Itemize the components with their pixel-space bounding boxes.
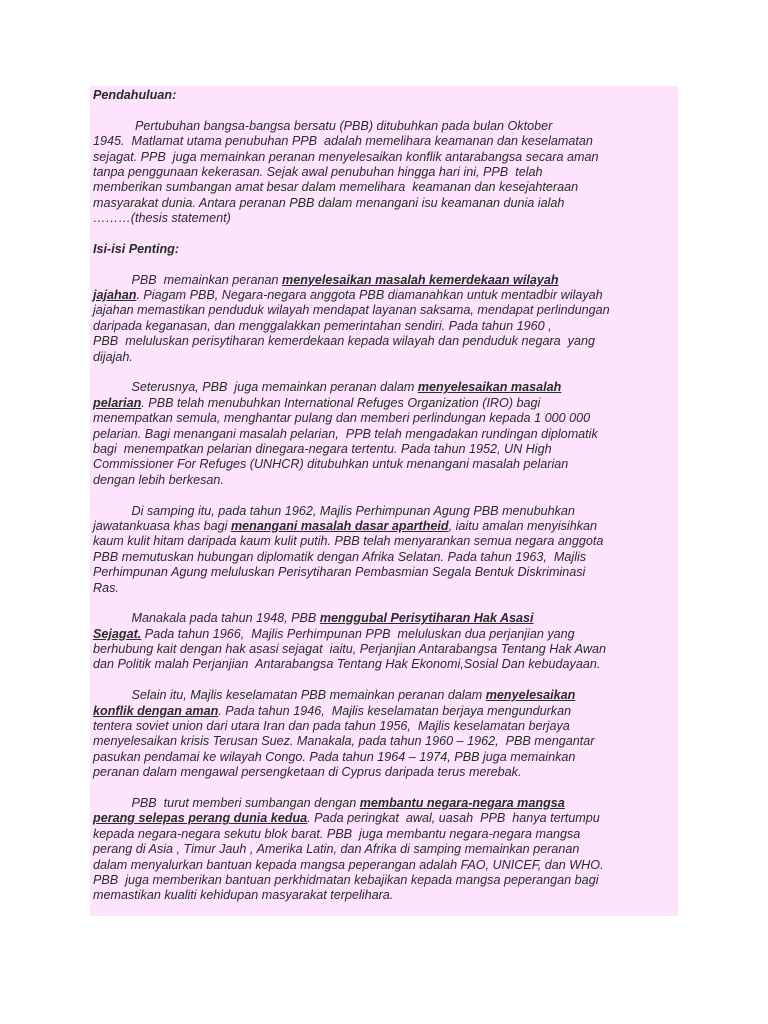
text-segment: menyelesaikan krisis Terusan Suez. Manakala, pada tahun 1960 – 1962, PBB mengantar	[93, 734, 595, 749]
text-segment: dan Politik malah Perjanjian Antarabangsa Tentang Hak Ekonomi,Sosial Dan kebudayaan.	[93, 657, 601, 672]
key-point-highlight: perang selepas perang dunia kedua	[93, 811, 308, 826]
text-segment: Perhimpunan Agung meluluskan Perisytiharan Pembasmian Segala Bentuk Diskriminasi	[93, 565, 586, 580]
text-segment: daripada keganasan, dan menggalakkan pemerintahan sendiri. Pada tahun 1960 ,	[93, 318, 552, 333]
text-segment: kepada negara-negara sekutu blok barat. PBB juga membantu negara-negara mangsa	[93, 826, 581, 841]
text-line	[93, 565, 675, 580]
text-line	[93, 473, 675, 488]
text-segment: . Piagam PBB, Negara-negara anggota PBB diamanahkan untuk mentadbir wilayah	[136, 288, 603, 303]
text-line	[93, 642, 675, 657]
text-segment: . PBB telah menubuhkan International Refuges Organization (IRO) bagi	[141, 395, 541, 410]
text-segment: Pada tahun 1966, Majlis Perhimpunan PPB meluluskan dua perjanjian yang	[141, 626, 575, 641]
text-line	[93, 119, 675, 134]
section-heading: Isi-isi Penting:	[93, 241, 180, 256]
text-line	[93, 211, 675, 226]
text-line	[93, 611, 675, 626]
paragraph	[93, 796, 675, 904]
text-segment: PBB memutuskan hubungan diplomatik dengan Afrika Selatan. Pada tahun 1963, Majlis	[93, 549, 587, 564]
text-segment: pasukan pendamai ke wilayah Congo. Pada tahun 1964 – 1974, PBB juga memainkan	[93, 749, 576, 764]
paragraph	[93, 273, 675, 365]
text-segment: bagi menempatkan pelarian dinegara-negara tertentu. Pada tahun 1952, UN High	[93, 441, 552, 456]
text-segment: tentera soviet union dari utara Iran dan pada tahun 1956, Majlis keselamatan berjaya	[93, 719, 570, 734]
text-line	[93, 273, 675, 288]
text-line	[93, 688, 675, 703]
paragraph	[93, 380, 675, 488]
text-segment: masyarakat dunia. Antara peranan PBB dalam menangani isu keamanan dunia ialah	[93, 195, 565, 210]
text-line	[93, 704, 675, 719]
key-point-highlight: menggubal Perisytiharan Hak Asasi	[319, 611, 534, 626]
text-segment: PBB turut memberi sumbangan dengan	[93, 795, 360, 810]
document-content	[93, 88, 675, 904]
text-segment: dijajah.	[93, 349, 133, 364]
text-line	[93, 827, 675, 842]
key-point-highlight: menyelesaikan masalah kemerdekaan wilayah	[282, 272, 559, 287]
text-line	[93, 873, 675, 888]
text-segment: jajahan memastikan penduduk wilayah mendapat layanan saksama, mendapat perlindungan	[93, 303, 610, 318]
text-segment: Manakala pada tahun 1948, PBB	[93, 611, 320, 626]
text-segment: ………(thesis statement)	[93, 211, 231, 226]
text-line	[93, 627, 675, 642]
text-segment: . Pada peringkat awal, uasah PPB hanya tertumpu	[307, 811, 600, 826]
text-segment: peranan dalam mengawal persengketaan di Cyprus daripada terus merebak.	[93, 765, 522, 780]
text-line	[93, 811, 675, 826]
text-line	[93, 858, 675, 873]
text-line	[93, 765, 675, 780]
key-point-highlight: membantu negara-negara mangsa	[359, 795, 565, 810]
text-line	[93, 719, 675, 734]
paragraph	[93, 504, 675, 596]
text-line	[93, 581, 675, 596]
text-segment: Di samping itu, pada tahun 1962, Majlis Perhimpunan Agung PBB menubuhkan	[93, 503, 575, 518]
text-segment: memberikan sumbangan amat besar dalam memelihara keamanan dan kesejahteraan	[93, 180, 579, 195]
text-line	[93, 196, 675, 211]
text-line	[93, 442, 675, 457]
document-page	[90, 86, 678, 916]
text-segment: tanpa penggunaan kekerasan. Sejak awal penubuhan hingga hari ini, PPB telah	[93, 164, 543, 179]
key-point-highlight: menyelesaikan	[485, 688, 576, 703]
text-line	[93, 396, 675, 411]
text-line	[93, 457, 675, 472]
text-segment: dengan lebih berkesan.	[93, 472, 224, 487]
paragraph	[93, 611, 675, 673]
text-segment: pelarian. Bagi menangani masalah pelarian, PPB telah mengadakan rundingan diplomatik	[93, 426, 598, 441]
text-line	[93, 134, 675, 149]
section-heading: Pendahuluan:	[93, 88, 177, 102]
text-line	[93, 842, 675, 857]
text-line	[93, 150, 675, 165]
text-line	[93, 519, 675, 534]
text-segment: memastikan kualiti kehidupan masyarakat terpelihara.	[93, 888, 394, 903]
text-line	[93, 334, 675, 349]
paragraph	[93, 688, 675, 780]
text-segment: jawatankuasa khas bagi	[93, 518, 231, 533]
text-segment: . Pada tahun 1946, Majlis keselamatan berjaya mengundurkan	[218, 703, 572, 718]
text-line	[93, 504, 675, 519]
text-line	[93, 750, 675, 765]
key-point-highlight: pelarian	[93, 395, 142, 410]
text-segment: PBB meluluskan perisytiharan kemerdekaan kepada wilayah dan penduduk negara yang	[93, 334, 595, 349]
text-segment: , iaitu amalan menyisihkan	[448, 518, 598, 533]
text-segment: kaum kulit hitam daripada kaum kulit putih. PBB telah menyarankan semua negara anggota	[93, 534, 604, 549]
text-segment: Seterusnya, PBB juga memainkan peranan dalam	[93, 380, 418, 395]
key-point-highlight: konflik dengan aman	[93, 703, 219, 718]
key-point-highlight: menyelesaikan masalah	[417, 380, 562, 395]
text-line	[93, 427, 675, 442]
key-point-highlight: jajahan	[93, 288, 137, 303]
text-line	[93, 734, 675, 749]
text-segment: Commissioner For Refuges (UNHCR) ditubuhkan untuk menangani masalah pelarian	[93, 457, 569, 472]
text-segment: Pertubuhan bangsa-bangsa bersatu (PBB) ditubuhkan pada bulan Oktober	[93, 118, 553, 133]
text-line	[93, 550, 675, 565]
text-line	[93, 288, 675, 303]
text-segment: perang di Asia , Timur Jauh , Amerika Latin, dan Afrika di samping memainkan peranan	[93, 842, 580, 857]
text-line	[93, 165, 675, 180]
text-line	[93, 796, 675, 811]
text-line	[93, 888, 675, 903]
text-segment: menempatkan semula, menghantar pulang dan memberi perlindungan kepada 1 000 000	[93, 411, 591, 426]
text-segment: sejagat. PPB juga memainkan peranan menyelesaikan konflik antarabangsa secara aman	[93, 149, 599, 164]
text-line	[93, 319, 675, 334]
text-segment: Ras.	[93, 580, 119, 595]
text-line	[93, 657, 675, 672]
key-point-highlight: Sejagat.	[93, 626, 142, 641]
text-segment: PBB memainkan peranan	[93, 272, 282, 287]
text-segment: berhubung kait dengan hak asasi sejagat iaitu, Perjanjian Antarabangsa Tentang Hak Awan	[93, 642, 606, 657]
text-line	[93, 534, 675, 549]
text-line	[93, 350, 675, 365]
key-point-highlight: menangani masalah dasar apartheid	[230, 518, 449, 533]
text-segment: PBB juga memberikan bantuan perkhidmatan kebajikan kepada mangsa peperangan bagi	[93, 872, 599, 887]
text-line	[93, 380, 675, 395]
text-line	[93, 303, 675, 318]
paragraph	[93, 119, 675, 227]
text-line	[93, 411, 675, 426]
text-segment: Selain itu, Majlis keselamatan PBB memainkan peranan dalam	[93, 688, 486, 703]
text-line	[93, 180, 675, 195]
text-segment: 1945. Matlamat utama penubuhan PPB adalah memelihara keamanan dan keselamatan	[93, 134, 593, 149]
text-segment: dalam menyalurkan bantuan kepada mangsa peperangan adalah FAO, UNICEF, dan WHO.	[93, 857, 604, 872]
